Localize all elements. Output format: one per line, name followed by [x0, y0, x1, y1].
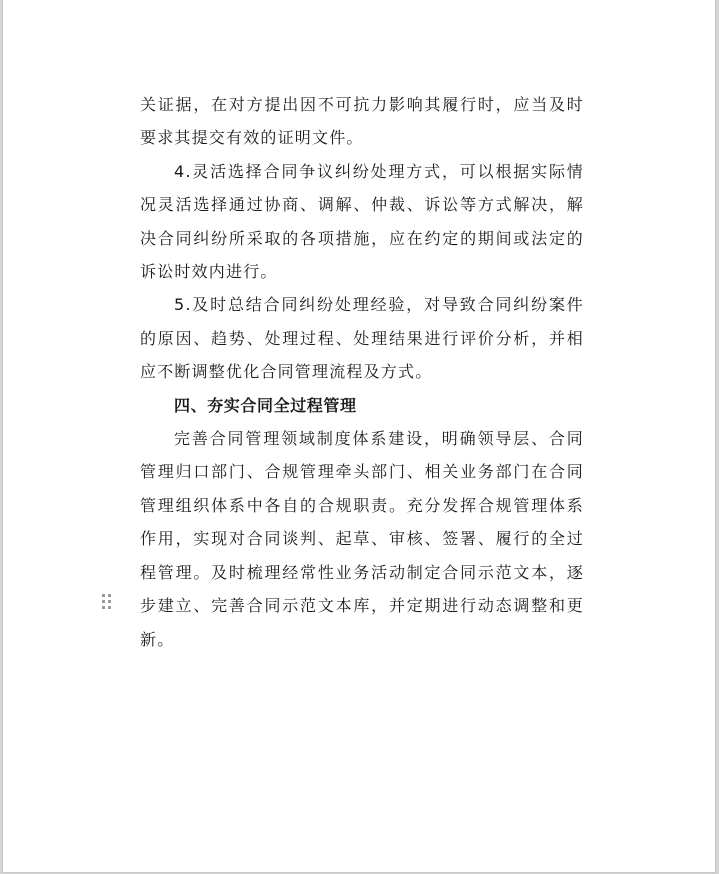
- document-page: [2, 0, 716, 873]
- paragraph-item-4[interactable]: 4.灵活选择合同争议纠纷处理方式，可以根据实际情况灵活选择通过协商、调解、仲裁、诉讼等方式解决，解决合同纠纷所采取的各项措施，应在约定的期间或法定的诉讼时效内进行。: [140, 161, 584, 282]
- paragraph-continuation[interactable]: 关证据，在对方提出因不可抗力影响其履行时，应当及时要求其提交有效的证明文件。: [140, 95, 584, 148]
- section-heading[interactable]: 四、夯实合同全过程管理: [174, 395, 357, 415]
- document-body[interactable]: [140, 88, 584, 656]
- paragraph-section-body[interactable]: 完善合同管理领域制度体系建设，明确领导层、合同管理归口部门、合规管理牵头部门、相关业务部门在合同管理组织体系中各自的合规职责。充分发挥合规管理体系作用，实现对合同谈判、起草、审核、签署、履行的全过程管理。及时梳理经常性业务活动制定合同示范文本，逐步建立、完善合同示范文本库，并定期进行动态调整和更新。: [140, 429, 584, 649]
- paragraph-item-5[interactable]: 5.及时总结合同纠纷处理经验，对导致合同纠纷案件的原因、趋势、处理过程、处理结果进行评价分析，并相应不断调整优化合同管理流程及方式。: [140, 295, 584, 382]
- drag-handle-icon[interactable]: [102, 594, 112, 611]
